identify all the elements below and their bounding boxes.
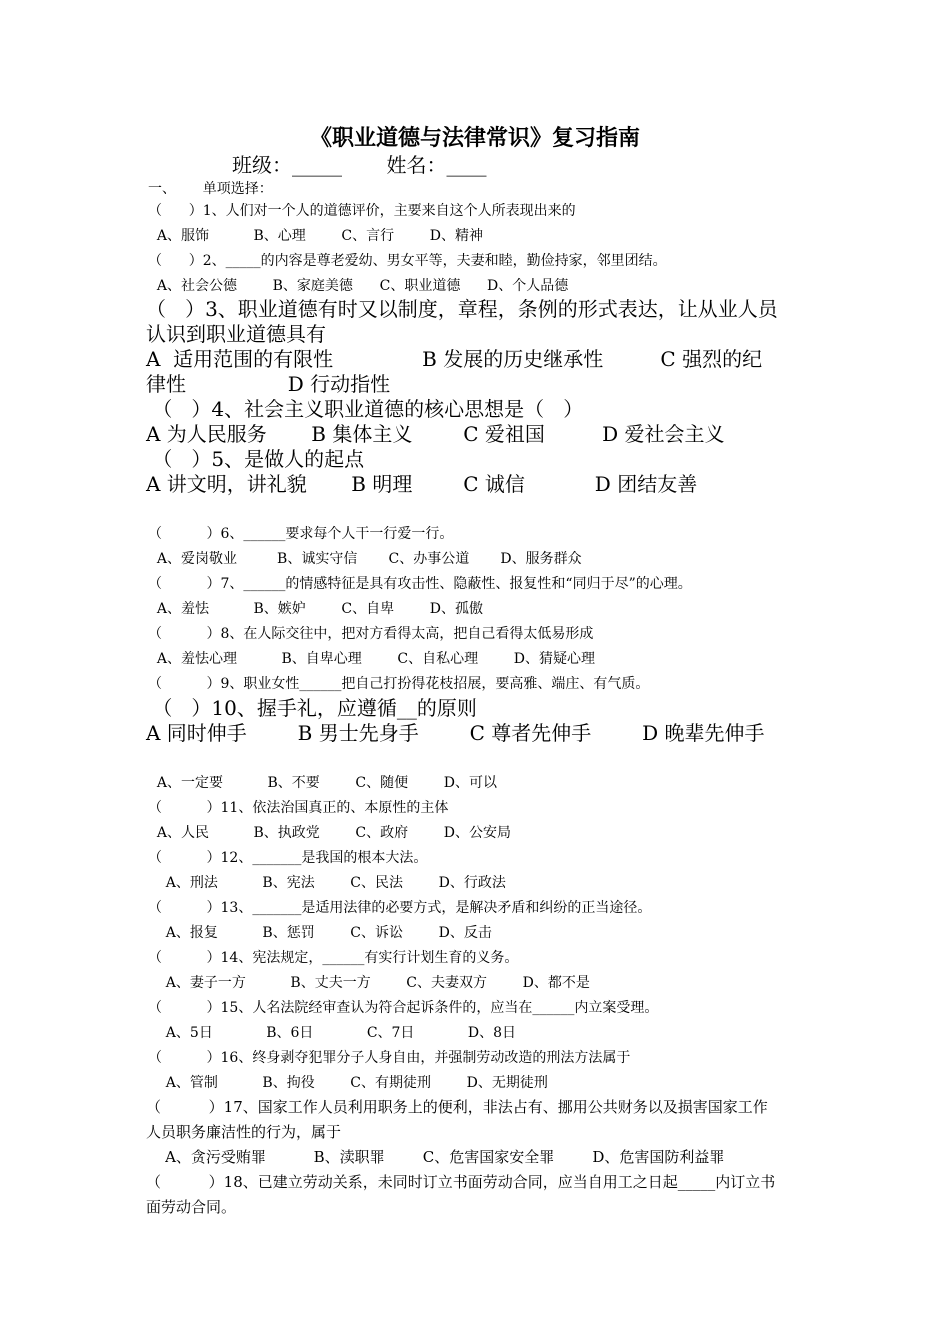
question-8: （ ）8、在人际交往中，把对方看得太高，把自己看得太低易形成 [148,626,594,642]
question-6: （ ）6、______要求每个人干一行爱一行。 [148,526,454,542]
question-4: （ ）4、社会主义职业道德的核心思想是（ ） [146,397,584,421]
question-13: （ ）13、_______是适用法律的必要方式，是解决矛盾和纠纷的正当途径。 [148,900,652,916]
question-5-options: A 讲文明，讲礼貌 B 明理 C 诚信 D 团结友善 [146,472,698,496]
question-9-options: A、一定要 B、不要 C、随便 D、可以 [148,775,497,791]
question-17: （ ）17、国家工作人员利用职务上的便利，非法占有、挪用公共财务以及损害国家工作 [146,1098,768,1116]
question-18: （ ）18、已建立劳动关系，未同时订立书面劳动合同，应当自用工之日起_____内订立书 [146,1173,776,1191]
question-14: （ ）14、宪法规定，______有实行计划生育的义务。 [148,950,519,966]
question-16-options: A、管制 B、拘役 C、有期徒刑 D、无期徒刑 [148,1075,548,1091]
class-name-line: 班级：_____ 姓名：____ [232,153,487,177]
question-1: （ ）1、人们对一个人的道德评价，主要来自这个人所表现出来的 [148,203,576,219]
question-15: （ ）15、人名法院经审查认为符合起诉条件的，应当在______内立案受理。 [148,1000,659,1016]
question-2-options: A、社会公德 B、家庭美德 C、职业道德 D、个人品德 [148,278,569,294]
question-3-cont: 认识到职业道德具有 [146,322,326,346]
question-15-options: A、5日 B、6日 C、7日 D、8日 [148,1025,516,1041]
question-7-options: A、羞怯 B、嫉妒 C、自卑 D、孤傲 [148,601,483,617]
question-3: （ ）3、职业道德有时又以制度，章程，条例的形式表达，让从业人员 [146,297,778,321]
question-16: （ ）16、终身剥夺犯罪分子人身自由，并强制劳动改造的刑法方法属于 [148,1050,631,1066]
question-17-options: A、贪污受贿罪 B、渎职罪 C、危害国家安全罪 D、危害国防利益罪 [146,1148,725,1166]
question-10: （ ）10、握手礼，应遵循__的原则 [146,696,477,720]
question-17-cont: 人员职务廉洁性的行为，属于 [146,1123,342,1141]
question-7: （ ）7、______的情感特征是具有攻击性、隐蔽性、报复性和“同归于尽”的心理。 [148,576,692,592]
question-4-options: A 为人民服务 B 集体主义 C 爱祖国 D 爱社会主义 [146,422,725,446]
question-12-options: A、刑法 B、宪法 C、民法 D、行政法 [148,875,506,891]
question-5: （ ）5、是做人的起点 [146,447,365,471]
question-18-cont: 面劳动合同。 [146,1198,237,1216]
question-10-options: A 同时伸手 B 男士先身手 C 尊者先伸手 D 晚辈先伸手 [146,721,765,745]
question-11-options: A、人民 B、执政党 C、政府 D、公安局 [148,825,511,841]
question-14-options: A、妻子一方 B、丈夫一方 C、夫妻双方 D、都不是 [148,975,590,991]
question-2: （ ）2、_____的内容是尊老爱幼、男女平等，夫妻和睦，勤俭持家，邻里团结。 [148,253,667,269]
question-3-options-cont: 律性 D 行动指性 [146,372,391,396]
question-13-options: A、报复 B、惩罚 C、诉讼 D、反击 [148,925,492,941]
question-8-options: A、羞怯心理 B、自卑心理 C、自私心理 D、猜疑心理 [148,651,595,667]
question-11: （ ）11、依法治国真正的、本原性的主体 [148,800,449,816]
question-6-options: A、爱岗敬业 B、诚实守信 C、办事公道 D、服务群众 [148,551,582,567]
section-heading: 一、 单项选择： [148,181,273,197]
question-9: （ ）9、职业女性______把自己打扮得花枝招展，要高雅、端庄、有气质。 [148,676,650,692]
document-title: 《职业道德与法律常识》复习指南 [309,125,640,151]
question-3-options: A 适用范围的有限性 B 发展的历史继承性 C 强烈的纪 [146,347,763,371]
question-1-options: A、服饰 B、心理 C、言行 D、精神 [148,228,483,244]
question-12: （ ）12、_______是我国的根本大法。 [148,850,428,866]
